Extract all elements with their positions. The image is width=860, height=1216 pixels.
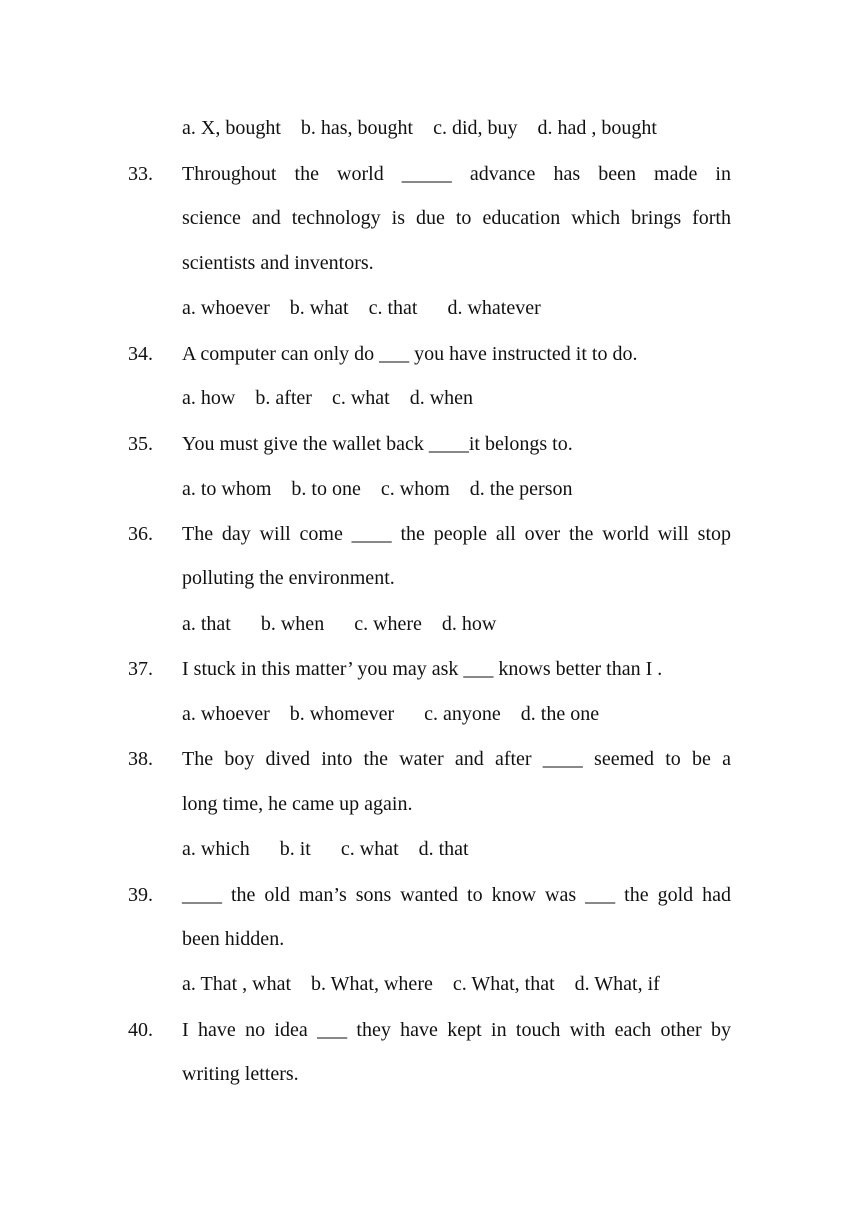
question-options: a. how b. after c. what d. when	[182, 387, 474, 409]
question-number: 39.	[128, 884, 153, 906]
question-32-options: a. X, bought b. has, bought c. did, buy d. had , bought	[182, 117, 657, 139]
question-text-line: scientists and inventors.	[182, 252, 374, 274]
question-text-line: science and technology is due to education which brings forth	[182, 207, 731, 229]
question-options: a. whoever b. whomever c. anyone d. the one	[182, 703, 600, 725]
question-number: 37.	[128, 658, 153, 680]
question-text-line: ____ the old man’s sons wanted to know was ___ the gold had	[182, 884, 731, 906]
question-text-line: The day will come ____ the people all over the world will stop	[182, 523, 731, 545]
question-text-line: polluting the environment.	[182, 567, 395, 589]
question-number: 33.	[128, 163, 153, 185]
question-options: a. whoever b. what c. that d. whatever	[182, 297, 541, 319]
question-text-line: I have no idea ___ they have kept in touch with each other by	[182, 1019, 731, 1041]
question-text-line: writing letters.	[182, 1063, 299, 1085]
question-text-line: I stuck in this matter’ you may ask ___ knows better than I .	[182, 658, 663, 680]
question-text-line: long time, he came up again.	[182, 793, 413, 815]
question-text-line: The boy dived into the water and after ____ seemed to be a	[182, 748, 731, 770]
question-options: a. that b. when c. where d. how	[182, 613, 497, 635]
question-number: 40.	[128, 1019, 153, 1041]
question-number: 36.	[128, 523, 153, 545]
question-number: 38.	[128, 748, 153, 770]
question-options: a. That , what b. What, where c. What, that d. What, if	[182, 973, 660, 995]
question-text-line: Throughout the world _____ advance has been made in	[182, 163, 731, 185]
question-number: 34.	[128, 343, 153, 365]
question-number: 35.	[128, 433, 153, 455]
question-options: a. to whom b. to one c. whom d. the person	[182, 478, 573, 500]
question-text-line: been hidden.	[182, 928, 285, 950]
question-text-line: A computer can only do ___ you have instructed it to do.	[182, 343, 638, 365]
question-text-line: You must give the wallet back ____it belongs to.	[182, 433, 573, 455]
question-options: a. which b. it c. what d. that	[182, 838, 469, 860]
